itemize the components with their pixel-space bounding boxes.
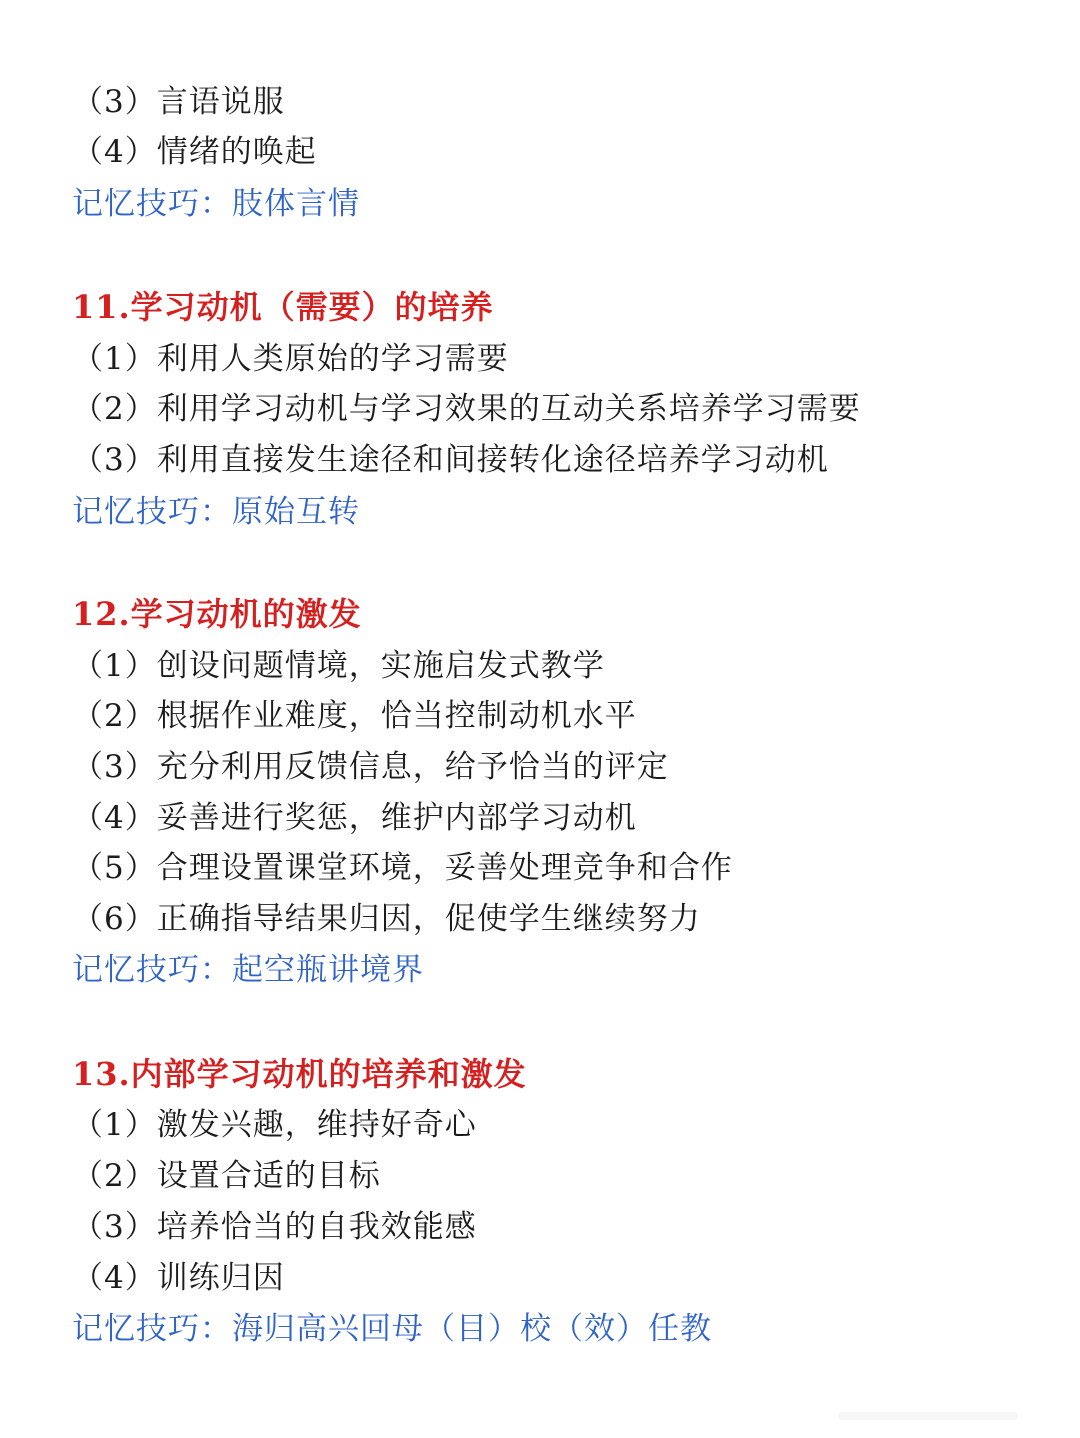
list-item: （4）情绪的唤起 (72, 134, 317, 170)
memory-tip: 记忆技巧：起空瓶讲境界 (72, 952, 424, 988)
list-item: （3）充分利用反馈信息，给予恰当的评定 (72, 749, 669, 785)
list-item: （5）合理设置课堂环境，妥善处理竞争和合作 (72, 850, 733, 886)
list-item: （2）设置合适的目标 (72, 1158, 381, 1194)
section-heading: 11.学习动机（需要）的培养 (72, 288, 494, 326)
list-item: （6）正确指导结果归因，促使学生继续努力 (72, 901, 701, 937)
section-heading: 13.内部学习动机的培养和激发 (72, 1055, 527, 1093)
list-item: （4）训练归因 (72, 1260, 285, 1296)
list-item: （1）利用人类原始的学习需要 (72, 341, 509, 377)
list-item: （2）根据作业难度，恰当控制动机水平 (72, 698, 637, 734)
list-item: （1）创设问题情境，实施启发式教学 (72, 648, 605, 684)
list-item: （3）言语说服 (72, 84, 285, 120)
list-item: （3）培养恰当的自我效能感 (72, 1209, 477, 1245)
list-item: （2）利用学习动机与学习效果的互动关系培养学习需要 (72, 391, 861, 427)
list-item: （4）妥善进行奖惩，维护内部学习动机 (72, 800, 637, 836)
watermark-strip (838, 1412, 1018, 1420)
list-item: （3）利用直接发生途径和间接转化途径培养学习动机 (72, 442, 829, 478)
memory-tip: 记忆技巧：海归高兴回母（目）校（效）任教 (72, 1311, 712, 1347)
list-item: （1）激发兴趣，维持好奇心 (72, 1107, 477, 1143)
section-heading: 12.学习动机的激发 (72, 595, 362, 633)
memory-tip: 记忆技巧：肢体言情 (72, 186, 360, 222)
memory-tip: 记忆技巧：原始互转 (72, 494, 360, 530)
